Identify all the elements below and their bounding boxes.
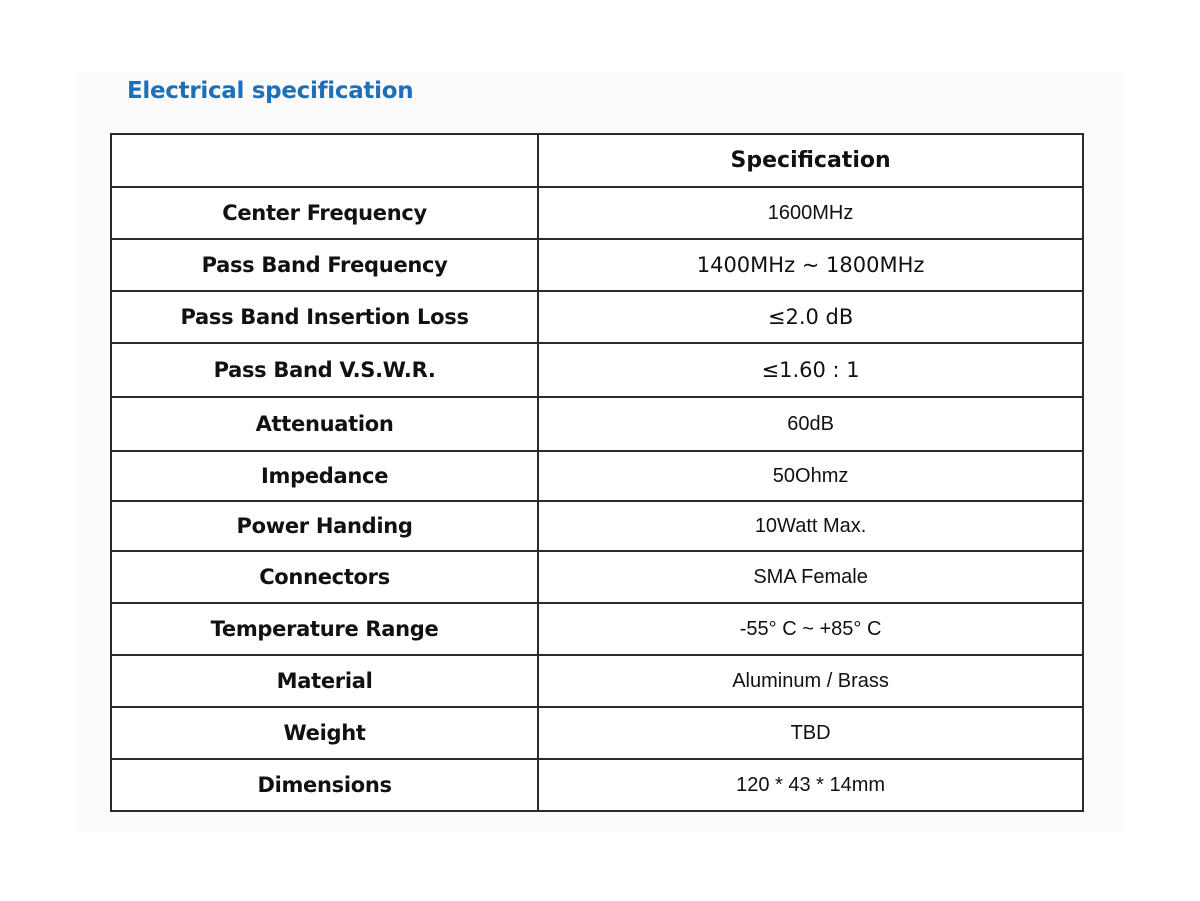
parameter-name-cell: Dimensions: [111, 759, 538, 811]
parameter-name-cell: Pass Band Frequency: [111, 239, 538, 291]
parameter-name-cell: Attenuation: [111, 397, 538, 451]
table-header-row: [111, 134, 1083, 187]
section-title: Electrical specification: [127, 78, 414, 104]
parameter-name-cell: Pass Band V.S.W.R.: [111, 343, 538, 397]
table-row: [111, 291, 1083, 343]
parameter-value-cell: ≤2.0 dB: [538, 291, 1083, 343]
parameter-value-cell: 120 * 43 * 14mm: [538, 759, 1083, 811]
table-row: [111, 343, 1083, 397]
table-row: [111, 501, 1083, 551]
parameter-value-cell: 50Ohmz: [538, 451, 1083, 501]
parameter-value-cell: SMA Female: [538, 551, 1083, 603]
table-row: [111, 551, 1083, 603]
table-body: [111, 187, 1083, 811]
parameter-value-cell: 1400MHz ~ 1800MHz: [538, 239, 1083, 291]
parameter-name-cell: Pass Band Insertion Loss: [111, 291, 538, 343]
table-row: [111, 397, 1083, 451]
table-row: [111, 655, 1083, 707]
specification-table: [110, 133, 1084, 812]
parameter-name-cell: Impedance: [111, 451, 538, 501]
parameter-value-cell: 1600MHz: [538, 187, 1083, 239]
table-row: [111, 603, 1083, 655]
parameter-name-cell: Connectors: [111, 551, 538, 603]
parameter-name-cell: Material: [111, 655, 538, 707]
parameter-name-cell: Weight: [111, 707, 538, 759]
parameter-value-cell: TBD: [538, 707, 1083, 759]
parameter-value-cell: 60dB: [538, 397, 1083, 451]
parameter-value-cell: ≤1.60 : 1: [538, 343, 1083, 397]
parameter-name-cell: Power Handing: [111, 501, 538, 551]
header-cell-parameter: [111, 134, 538, 187]
parameter-value-cell: -55° C ~ +85° C: [538, 603, 1083, 655]
parameter-value-cell: Aluminum / Brass: [538, 655, 1083, 707]
parameter-name-cell: Center Frequency: [111, 187, 538, 239]
parameter-value-cell: 10Watt Max.: [538, 501, 1083, 551]
header-cell-specification: Specification: [538, 134, 1083, 187]
table-row: [111, 707, 1083, 759]
table-row: [111, 759, 1083, 811]
table-row: [111, 239, 1083, 291]
parameter-name-cell: Temperature Range: [111, 603, 538, 655]
table-row: [111, 187, 1083, 239]
table-row: [111, 451, 1083, 501]
